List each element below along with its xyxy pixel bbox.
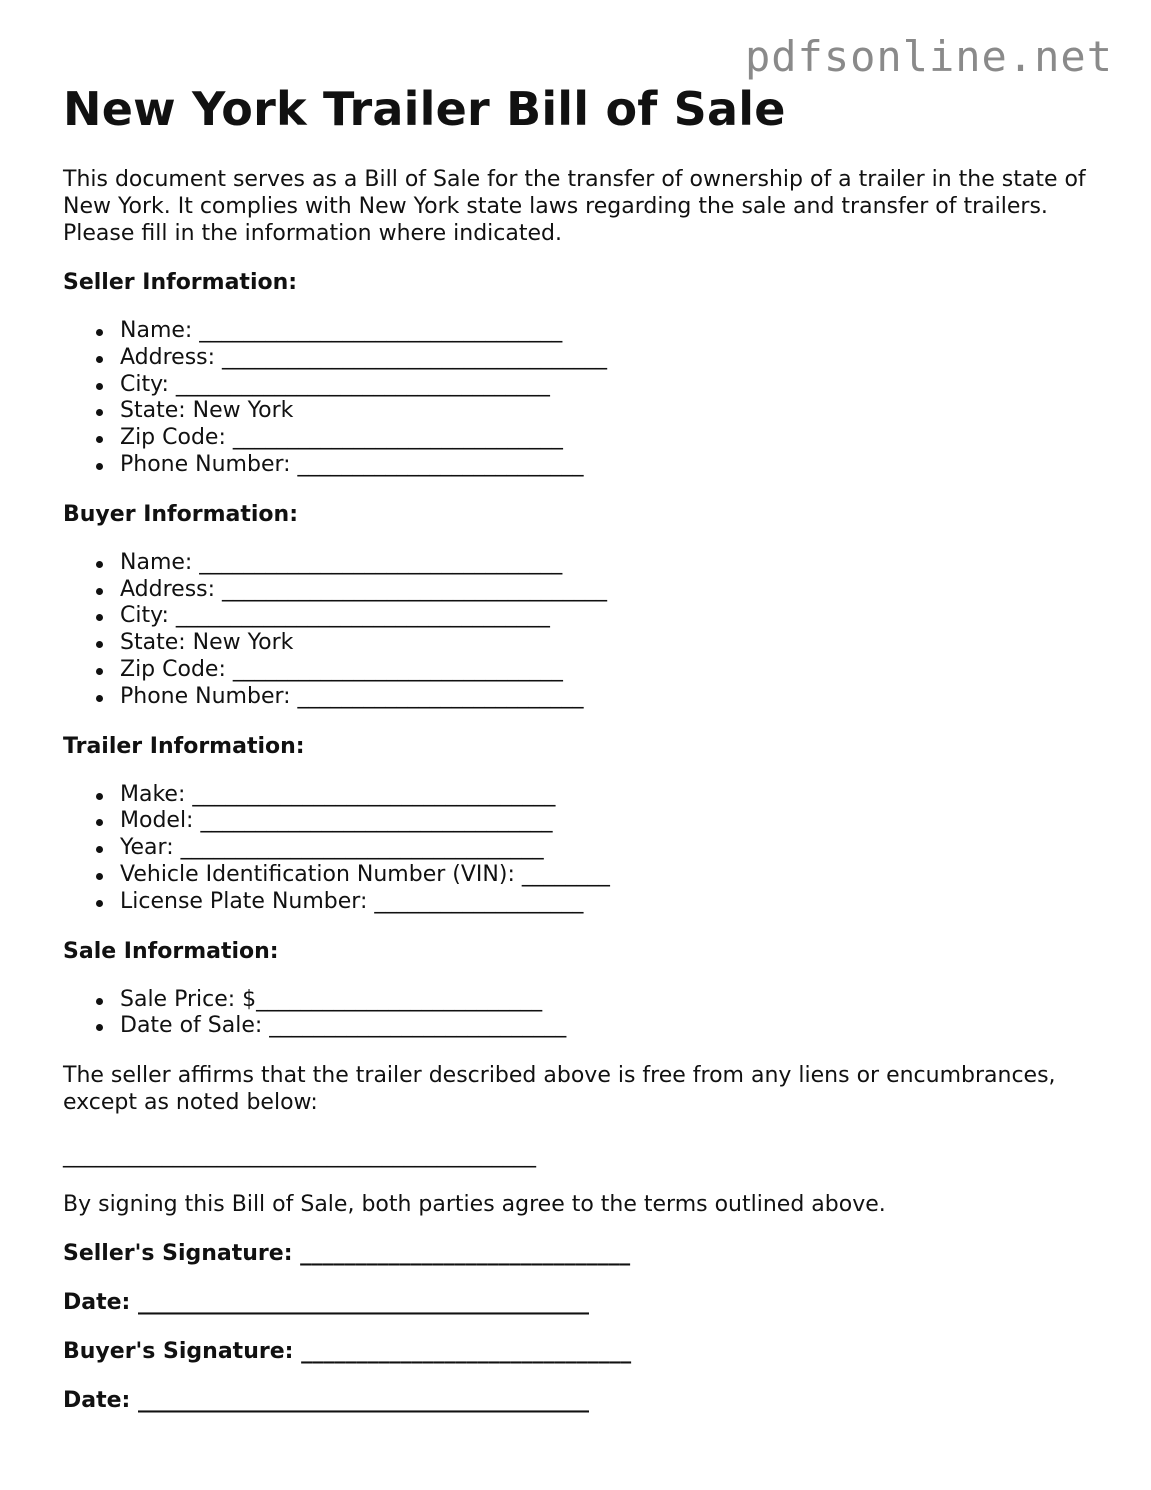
seller-phone-field: Phone Number: __________________________ [63,452,1093,479]
bullet-icon [96,668,103,675]
bullet-icon [96,641,103,648]
bullet-icon [96,436,103,443]
bullet-icon [96,383,103,390]
seller-name-field: Name: _________________________________ [63,318,1093,345]
bullet-icon [96,900,103,907]
buyer-fields [63,550,1093,711]
buyer-zip-field: Zip Code: ______________________________ [63,657,1093,684]
bullet-icon [96,793,103,800]
trailer-year-field: Year: _________________________________ [63,835,1093,862]
bullet-icon [96,819,103,826]
bullet-icon [96,356,103,363]
buyer-heading: Buyer Information: [63,501,298,527]
trailer-vin-field: Vehicle Identification Number (VIN): ________ [63,862,1093,889]
document-page [63,82,1093,1414]
seller-date-line: Date: _________________________________________ [63,1290,590,1316]
buyer-state-field: State: New York [63,630,1093,657]
bullet-icon [96,614,103,621]
bullet-icon [96,873,103,880]
trailer-fields [63,782,1093,916]
sale-heading: Sale Information: [63,938,279,964]
seller-address-field: Address: ___________________________________ [63,345,1093,372]
buyer-signature-line: Buyer's Signature: ______________________________ [63,1339,632,1365]
seller-signature-line: Seller's Signature: ______________________________ [63,1241,631,1267]
buyer-address-field: Address: ___________________________________ [63,577,1093,604]
bullet-icon [96,409,103,416]
seller-state-field: State: New York [63,398,1093,425]
liens-statement: The seller affirms that the trailer described above is free from any liens or encumbrances, except as noted below: [63,1063,1056,1116]
trailer-make-field: Make: _________________________________ [63,782,1093,809]
sale-price-field: Sale Price: $__________________________ [63,987,1093,1014]
bullet-icon [96,695,103,702]
seller-zip-field: Zip Code: ______________________________ [63,425,1093,452]
bullet-icon [96,588,103,595]
buyer-city-field: City: __________________________________ [63,603,1093,630]
intro-paragraph: This document serves as a Bill of Sale for the transfer of ownership of a trailer in the state of New York. It complies with New York state laws regarding the sale and transfer of trailers. Please fill in the information where indicated. [63,167,1086,246]
bullet-icon [96,998,103,1005]
liens-blank-line: ___________________________________________ [63,1143,536,1169]
bullet-icon [96,561,103,568]
watermark: pdfsonline.net [744,32,1113,81]
sale-fields [63,987,1093,1041]
bullet-icon [96,463,103,470]
seller-fields [63,318,1093,479]
bullet-icon [96,1024,103,1031]
agreement-statement: By signing this Bill of Sale, both parties agree to the terms outlined above. [63,1192,886,1218]
seller-heading: Seller Information: [63,270,298,295]
sale-date-field: Date of Sale: ___________________________ [63,1013,1093,1040]
bullet-icon [96,329,103,336]
trailer-plate-field: License Plate Number: ___________________ [63,889,1093,916]
bullet-icon [96,846,103,853]
document-title: New York Trailer Bill of Sale [63,82,786,136]
trailer-heading: Trailer Information: [63,733,305,759]
buyer-date-line: Date: _________________________________________ [63,1388,590,1414]
buyer-phone-field: Phone Number: __________________________ [63,684,1093,711]
trailer-model-field: Model: ________________________________ [63,808,1093,835]
seller-city-field: City: __________________________________ [63,372,1093,399]
buyer-name-field: Name: _________________________________ [63,550,1093,577]
